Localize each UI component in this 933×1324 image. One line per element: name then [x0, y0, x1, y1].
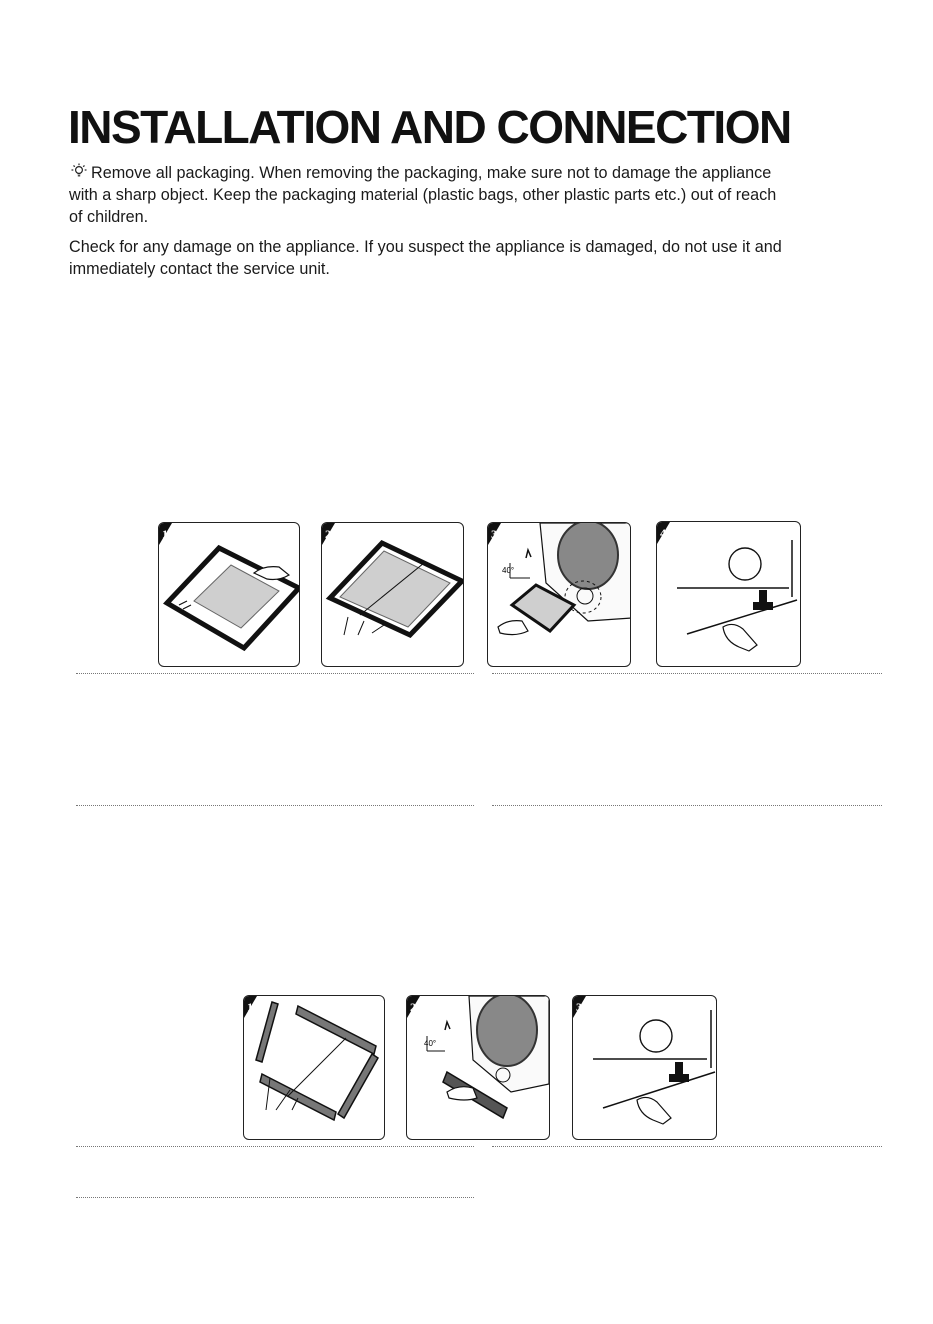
up-arrow-icon [445, 1022, 450, 1030]
hand-icon [637, 1097, 671, 1124]
appliance-knob [640, 1020, 672, 1052]
step-number: 2 [410, 1000, 416, 1014]
hand-icon [723, 624, 757, 651]
damage-check-line-1: Check for any damage on the appliance. If you suspect the appliance is damaged, do not use it and [69, 238, 782, 256]
angle-label: 40° [424, 1039, 437, 1048]
dotted-divider [76, 805, 474, 806]
lightbulb-icon [69, 163, 87, 179]
dotted-divider [76, 1197, 474, 1198]
packaging-note [69, 162, 869, 228]
figure-a-step-3-panel [487, 522, 631, 667]
dotted-divider [76, 673, 474, 674]
step-number: 1 [247, 1000, 253, 1014]
step-number: 4 [660, 526, 666, 540]
packaging-note-line-2: with a sharp object. Keep the packaging material (plastic bags, other plastic parts etc.) out of reach [69, 186, 777, 204]
step-number: 2 [325, 527, 331, 541]
step-number: 3 [491, 527, 497, 541]
insert-strip-illustration [407, 996, 550, 1140]
step-number: 1 [162, 527, 168, 541]
damage-check-line-2: immediately contact the service unit. [69, 260, 330, 278]
support-strip [256, 1002, 278, 1062]
leveling-foot-illustration [573, 996, 717, 1140]
floor-line [603, 1072, 715, 1108]
support-strip [338, 1054, 378, 1118]
strip-placement-illustration [244, 996, 385, 1140]
frame-clip-illustration [322, 523, 464, 667]
hand-icon [498, 621, 528, 635]
figure-b-step-1-panel [243, 995, 385, 1140]
dotted-divider [492, 1146, 882, 1147]
hand-icon [447, 1087, 477, 1100]
insert-into-appliance-illustration [488, 523, 631, 667]
step-number: 3 [576, 1000, 582, 1014]
up-arrow-icon [526, 550, 531, 558]
support-strip [296, 1006, 376, 1054]
appliance-knob [729, 548, 761, 580]
dotted-divider [492, 673, 882, 674]
clip-detail [179, 601, 191, 609]
angle-label: 40° [502, 566, 515, 575]
figure-b-step-2-panel [406, 995, 550, 1140]
page-title: INSTALLATION AND CONNECTION [68, 101, 791, 153]
figure-a-step-1-panel [158, 522, 300, 667]
leveling-foot-illustration [657, 522, 801, 667]
figure-a-step-2-panel [321, 522, 464, 667]
packaging-note-line-1 [69, 162, 869, 184]
dotted-divider [76, 1146, 474, 1147]
figure-a-step-4-panel [656, 521, 801, 667]
appliance-door [477, 996, 537, 1066]
dotted-divider [492, 805, 882, 806]
appliance-door [558, 523, 618, 589]
figure-b-step-3-panel [572, 995, 717, 1140]
pointer-line [288, 1038, 346, 1096]
damage-check-note [69, 236, 869, 280]
packaging-note-text-1: Remove all packaging. When removing the packaging, make sure not to damage the appliance [91, 164, 772, 182]
mesh-panel [340, 551, 450, 627]
packaging-note-line-3: of children. [69, 208, 149, 226]
support-strip [260, 1074, 336, 1120]
frame-placement-illustration [159, 523, 300, 667]
